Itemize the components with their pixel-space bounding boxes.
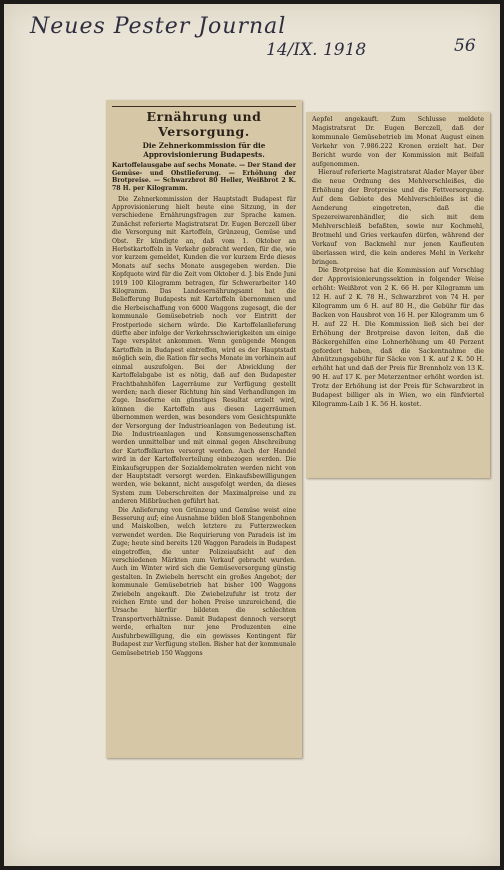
archive-sheet [4, 4, 500, 866]
article-lead: Kartoffelausgabe auf sechs Monate. — Der Stand der Gemüse- und Obstlieferung. — Erhöhung der Brotpreise. — Schwarzbrot 80 Heller, Weißbrot 2 K. 78 H. per Kilogramm. [112, 162, 296, 192]
article-subheadline: Die Zehnerkommission für die Approvisionierung Budapests. [142, 141, 266, 159]
article-headline: Ernährung und Versorgung. [146, 109, 262, 139]
handwritten-newspaper-name: Neues Pester Journal [30, 14, 287, 39]
handwritten-page-number: 56 [454, 36, 476, 56]
right-column-text [312, 116, 484, 474]
clipping-left-column [106, 100, 302, 758]
left-column-text [112, 104, 296, 754]
handwritten-date: 14/IX. 1918 [266, 40, 367, 60]
right-paragraph-1: Aepfel angekauft. Zum Schlusse meldete Magistratsrat Dr. Eugen Berczell, daß der kommunale Gemüsebetrieb im Monat August einen Verkehr von 7.986.222 Kronen erzielt hat. Der Bericht wurde von der Kommission mit Beifall aufgenommen. [312, 116, 484, 168]
right-paragraph-2: Hierauf referierte Magistratsrat Alader Mayer über die neue Ordnung des Mehlverschleißes, die Erhöhung der Brotpreise und die Fettversorgung. Auf dem Gebiete des Mehlverschleißes ist die Aenderung eingetreten, daß die Spezereiwarenhändler, die sich mit dem Mehlverschleiß befaßten, sowie nur Kochmehl, Brotmehl und Gries verkaufen dürfen, während der Verkauf von Backmehl nur jenen Kaufleuten überlassen wird, die kein anderes Mehl in Verkehr bringen. [312, 169, 484, 266]
right-paragraph-3: Die Brotpreise hat die Kommission auf Vorschlag der Approvisionierungssektion in folgender Weise erhöht: Weißbrot von 2 K. 66 H. per Kilogramm um 12 H. auf 2 K. 78 H., Schwarzbrot von 74 H. per Kilogramm um 6 H. auf 80 H., die Gebühr für das Backen von Hausbrot von 16 H. per Kilogramm um 6 H. auf 22 H. Die Kommission ließ sich bei der Erhöhung der Brotpreise davon leiten, daß die Bäckergehilfen eine Lohnerhöhung um 40 Perzent gefordert haben, daß die Sackentnahme die Abnützungsgebühr für Säcke von 1 K. auf 2 K. 50 H. erhöht hat und daß der Preis für Brennholz von 13 K. 90 H. auf 17 K. per Meterzentner erhöht worden ist. Trotz der Erhöhung ist der Preis für Schwarzbrot in Budapest billiger als in Wien, wo ein fünfviertel Kilogramm-Laib 1 K. 56 H. kostet. [312, 267, 484, 408]
left-paragraph-1: Die Zehnerkommission der Hauptstadt Budapest für Approvisionierung hielt heute eine Sitzung, in der verschiedene Ernährungsfragen zur Sprache kamen. Zunächst referierte Magistratsrat Dr. Eugen Berczell über die Versorgung mit Kartoffeln, Grünzeug, Gemüse und Obst. Er kündigte an, daß vom 1. Oktober an Herbstkartoffeln in Verkehr gebracht werden, für die, wie vor kurzem gemeldet, Kunden die vor kurzem Erde dieses Monats auf sechs Monate ausgegeben werden. Die Kopfquote wird für die Zeit vom Oktober d. J. bis Ende Juni 1919 100 Kilogramm betragen, für Schwerarbeiter 140 Kilogramm. Das Landesernährungsamt hat die Beliefferung Budapests mit Kartoffeln übernommen und die Herbeischaffung von 6000 Waggons zugesagt, die der kommunale Gemüsebetrieb noch vor Eintritt der Frostperiode sichern würde. Die Kartoffelanlieferung dürfte aber infolge der Verkehrsschwierigkeiten um einige Tage verspätet ankommen. Wenn genügende Mengen Kartoffeln in Budapest eintreffen, wird es der Hauptstadt möglich sein, die Ration für sechs Monate im vorhinein auf einmal auszufolgen. Bei der Abwicklung der Kartoffelabgabe ist es nötig, daß auf den Budapester Frachtbahnhöfen Lagerräume zur Verfügung gestellt werden; nach dieser Richtung hin sind Verhandlungen im Zuge. Insoferne ein günstiges Resultat erzielt wird, können die Kartoffeln aus diesen Lagerräumen übernommen werden, was besonders vom Gesichtspunkte der Versorgung der Industrieanlagen von Bedeutung ist. Die Industrieanlagen und Konsumgenossenschaften werden unmittelbar und mit einmal gegen Abschreibung der Kartoffelkarten versorgt werden. Auch der Handel wird in der Kartoffelverteilung einbezogen werden. Die Einkaufsgruppen der Sozialdemokraten werden nicht von der Hauptstadt versorgt werden. Einkaufsbewilligungen werden, wie bekannt, nicht ausgefolgt werden, da dieses System zum Ueberschreiten der Maximalpreise und zu anderen Mißbräuchen geführt hat. [112, 195, 296, 506]
left-paragraph-2: Die Anlieferung von Grünzeug und Gemüse weist eine Besserung auf; eine Ausnahme bilden bloß Stangenbohnen und Maiskolben, welch letztere zu Futterzwecken verwendet werden. Die Requirierung von Paradeis ist im Zuge; heute sind bereits 120 Waggon Paradeis in Budapest eingetroffen, die unter Polizeiaufsicht auf den verschiedenen Märkten zum Verkauf gebracht wurden. Auch im Winter wird sich die Gemüseversorgung günstig gestalten. In Zwiebeln herrscht ein großes Angebot; der kommunale Gemüsebetrieb hat bisher 100 Waggons Zwiebeln angekauft. Die Zwiebelzufuhr ist trotz der reichen Ernte und der hohen Preise unzureichend, die Ursache hierfür bildeten die schlechten Transportverhältnisse. Damit Budapest dennoch versorgt werde, erhalten nur jene Produzenten eine Ausfuhrbewilligung, die ein gewisses Kontingent für Budapest zur Verfügung stellen. Bisher hat der kommunale Gemüsebetrieb 150 Waggons [112, 506, 296, 657]
top-rule [112, 106, 296, 107]
clipping-right-column [306, 112, 490, 478]
